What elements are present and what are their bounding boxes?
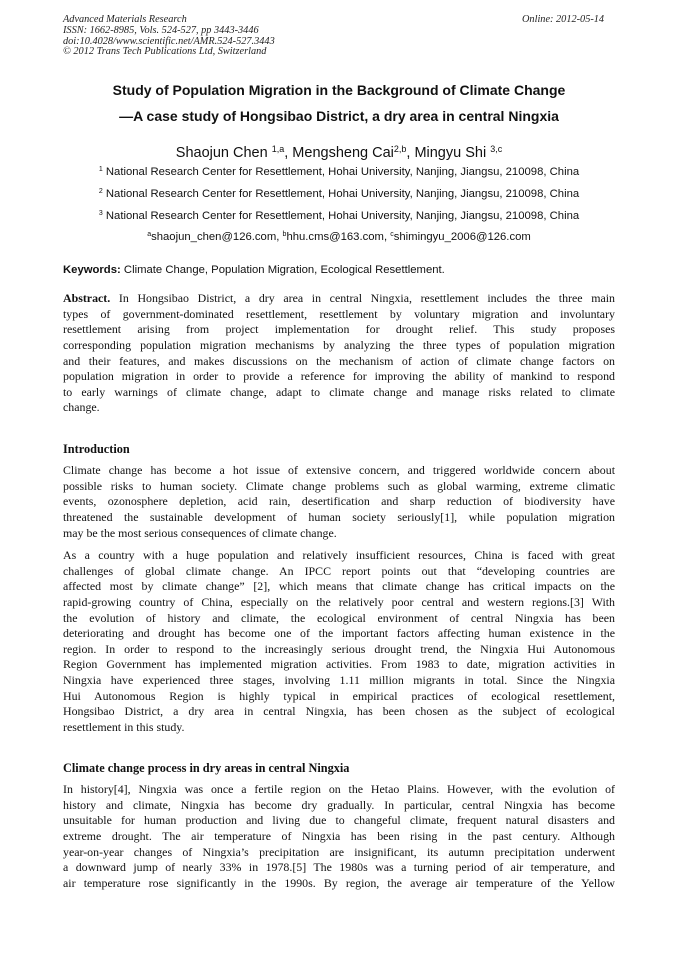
abstract (63, 291, 615, 416)
issn-line: ISSN: 1662-8985, Vols. 524-527, pp 3443-3446 (63, 24, 259, 36)
paragraph-line: deteriorating and drought has become one of the important factors affecting human existence in the (63, 626, 615, 641)
climate-paragraph-1 (63, 782, 615, 891)
author-superscript: 1,a (271, 144, 285, 155)
paragraph-line: may be the most serious consequences of climate change. (63, 525, 337, 540)
email-link[interactable]: hhu.cms@163.com (286, 231, 384, 243)
paragraph-line: resettlement in this study. (63, 719, 185, 734)
abstract-line: In Hongsibao District, a dry area in central Ningxia, resettlement includes the three main (110, 291, 615, 305)
paragraph-line: affected most by climate change” [2], which means that climate change has critical impacts on the (63, 579, 615, 594)
paragraph-line: Hongsibao District, a dry area in central Ningxia, has been chosen as the subject of ecological (63, 704, 615, 719)
author-list: Shaojun Chen $^{1,a}$, Mengsheng Cai$^{2,b}$, Mingyu Shi $^{3,c}$ (175, 144, 503, 161)
affiliation (40, 165, 638, 179)
affiliation-number: 3 (98, 210, 103, 218)
section-heading-introduction: Introduction (63, 442, 130, 456)
email-link[interactable]: shaojun_chen@126.com (151, 231, 277, 243)
author-name: Mingyu Shi (414, 145, 487, 161)
affiliation-text: National Research Center for Resettlement, Hohai University, Nanjing, Jiangsu, 210098, China (105, 188, 580, 200)
paragraph-line: threatened the sustainable development of human society seriously[1], while population migration (63, 509, 615, 524)
keywords-text: Climate Change, Population Migration, Ecological Resettlement. (123, 264, 445, 276)
paragraph-line: As a country with a huge population and relatively insufficient resources, China is faced with great (63, 548, 615, 562)
keywords (63, 263, 615, 277)
paragraph-line: possible risks to human society. Climate change problems such as global warming, extreme climatic (63, 478, 615, 493)
abstract-line: resettlement arising from project implementation for drought relief. This study proposes (63, 322, 615, 337)
affiliation (40, 209, 638, 223)
abstract-line: types of government-dominated resettlement, resettlement by voluntary migration and involuntary (63, 306, 615, 321)
abstract-line: corresponding population migration mechanisms by analyzing the three types of population migration (63, 337, 615, 352)
intro-paragraph-1 (63, 463, 615, 541)
author-superscript: 3,c (490, 144, 503, 155)
abstract-label: Abstract. (63, 291, 111, 305)
paragraph-line: a downward jump of nearly 33% in 1978.[5] The 1980s was a turning period of air temperature, and (63, 860, 615, 875)
abstract-line: to early warnings of climate change, adapt to climate change and manage risks related to climate (63, 384, 615, 399)
section-heading-climate-change: Climate change process in dry areas in central Ningxia (63, 761, 350, 775)
paragraph-line: challenges of global climate change. An IPCC report points out that “developing countries are (63, 563, 615, 578)
author-name: Shaojun Chen (175, 145, 268, 161)
author-superscript: 2,b (393, 144, 407, 155)
affiliation (40, 187, 638, 201)
paragraph-line: the evolution of history and climate, the ecological environment of central Ningxia has been (63, 610, 615, 625)
author-name: Mengsheng Cai (292, 145, 394, 161)
affiliation-number: 1 (98, 166, 103, 174)
paragraph-line: unsuitable for human production and living due to changeful climate, frequent natural disasters and (63, 813, 615, 828)
paper-subtitle: —A case study of Hongsibao District, a dry area in central Ningxia (119, 108, 559, 124)
abstract-line: change. (63, 400, 100, 415)
email-link[interactable]: shimingyu_2006@126.com (393, 231, 531, 243)
keywords-label: Keywords: (63, 264, 121, 276)
journal-name: Advanced Materials Research (63, 14, 187, 25)
doi-line: doi:10.4028/www.scientific.net/AMR.524-527.3443 (63, 35, 275, 47)
affiliation-number: 2 (98, 188, 103, 196)
copyright-line: © 2012 Trans Tech Publications Ltd, Switzerland (63, 46, 267, 58)
paragraph-line: history and climate, Ningxia has become dry gradually. In particular, central Ningxia has become (63, 797, 615, 812)
email-superscript: b (282, 231, 287, 239)
affiliation-text: National Research Center for Resettlement, Hohai University, Nanjing, Jiangsu, 210098, China (105, 210, 580, 222)
paragraph-line: Ningxia have experienced three stages, involving 1.11 million migrants in total. Since the Ningxia (63, 673, 615, 687)
intro-paragraph-2 (63, 548, 615, 736)
paragraph-line: extreme drought. The air temperature of Ningxia has been rising in the past century. Although (63, 828, 615, 843)
paragraph-line: air temperature rose significantly in the 1990s. By region, the average air temperature of the Yellow (63, 875, 615, 890)
paper-title: Study of Population Migration in the Background of Climate Change (112, 82, 566, 98)
email-superscript: a (147, 231, 152, 239)
paragraph-line: year-on-year changes of Ningxia’s precipitation are insignificant, its autumn precipitation underwent (63, 844, 615, 859)
abstract-line: population migration in order to provide a reference for improving the ability of mankind to respond (63, 369, 615, 384)
paragraph-line: region. In order to respond to the increasingly serious drought trend, the Ningxia Hui Autonomous (63, 641, 615, 656)
abstract-line: and their features, and makes discussions on the mechanism of action of climate change factors on (63, 353, 615, 368)
paragraph-line: events, ozonosphere depletion, acid rain, desertification and sharp reduction of biodiversity have (63, 494, 615, 509)
paragraph-line: Region Government has implemented migration activities. From 1983 to date, migration activities in (63, 657, 615, 672)
email-list: $^a$shaojun_chen@126.com, $^b$hhu.cms@163.com, $^c$shimingyu_2006@126.com (147, 231, 531, 243)
paragraph-line: rapid-growing country of China, especially on the relatively poor central and western regions.[3] With (63, 594, 615, 609)
paragraph-line: Climate change has become a hot issue of extensive concern, and triggered worldwide concern about (63, 463, 615, 477)
paragraph-line: Hui Autonomous Region is highly typical in empirical practices of ecological resettlement, (63, 688, 615, 703)
paragraph-line: In history[4], Ningxia was once a fertile region on the Hetao Plains. However, with the evolution of (63, 782, 615, 796)
journal-header (63, 15, 275, 58)
online-date: Online: 2012-05-14 (522, 14, 605, 25)
email-superscript: c (390, 231, 394, 239)
affiliation-text: National Research Center for Resettlement, Hohai University, Nanjing, Jiangsu, 210098, China (105, 166, 580, 178)
